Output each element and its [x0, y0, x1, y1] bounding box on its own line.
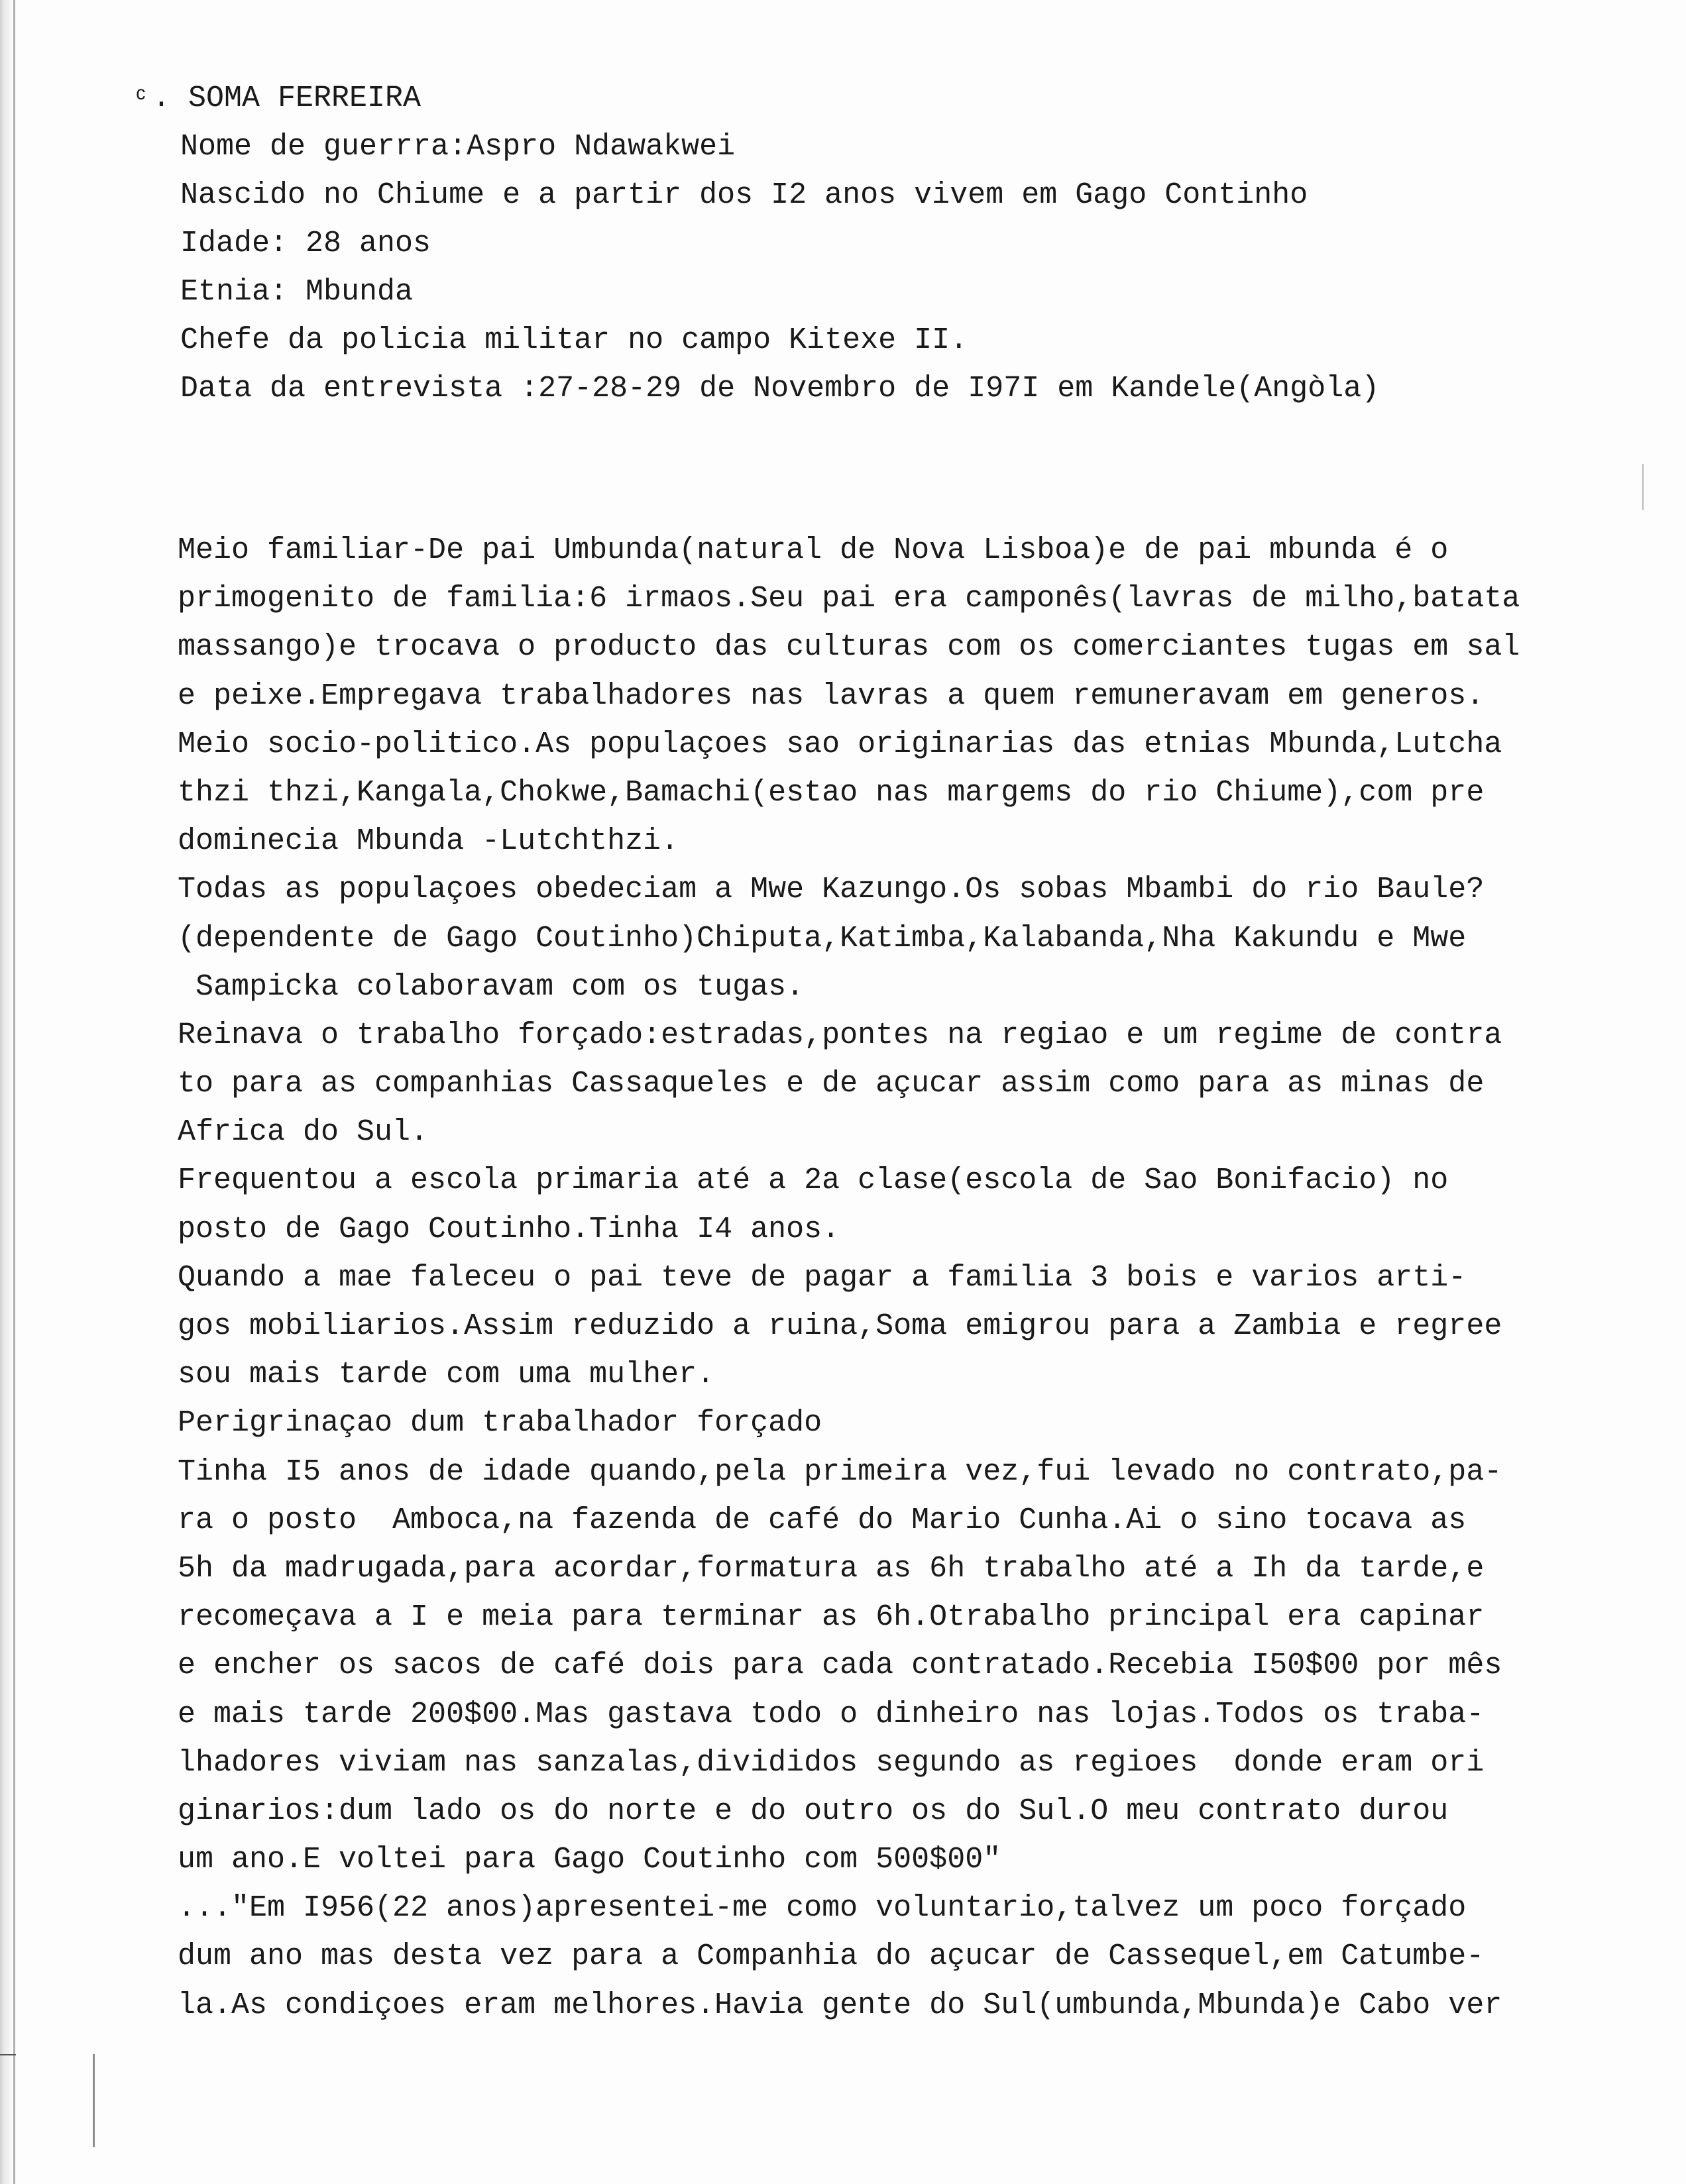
text-line: e encher os sacos de café dois para cada contratado.Recebia I50$00 por mês: [178, 1649, 1502, 1683]
interviewee-name: . SOMA FERREIRA: [152, 82, 422, 115]
scan-edge-line: [13, 0, 15, 2184]
text-line: (dependente de Gago Coutinho)Chiputa,Katimba,Kalabanda,Nha Kakundu e Mwe: [178, 921, 1467, 956]
handwritten-corner-mark: ᶜ: [133, 83, 150, 115]
scan-edge-tick: [0, 2054, 16, 2055]
text-line: Perigrinaçao dum trabalhador forçado: [178, 1406, 822, 1441]
text-line: gos mobiliarios.Assim reduzido a ruina,Soma emigrou para a Zambia e regree: [178, 1309, 1502, 1343]
header-line: Nome de guerrra:Aspro Ndawakwei: [180, 130, 736, 164]
interviewee-header: [152, 74, 1637, 413]
text-line: ra o posto Amboca,na fazenda de café do Mario Cunha.Ai o sino tocava as: [178, 1503, 1467, 1537]
text-line: posto de Gago Coutinho.Tinha I4 anos.: [178, 1212, 840, 1246]
text-line: ..."Em I956(22 anos)apresentei-me como voluntario,talvez um poco forçado: [178, 1891, 1467, 1926]
text-line: Frequentou a escola primaria até a 2a clase(escola de Sao Bonifacio) no: [178, 1164, 1449, 1198]
interview-body-text: [178, 526, 1649, 2030]
scan-edge-shadow: [0, 0, 12, 2184]
text-line: Meio socio-politico.As populaçoes sao originarias das etnias Mbunda,Lutcha: [178, 727, 1502, 761]
header-line: Idade: 28 anos: [180, 227, 431, 260]
text-line: lhadores viviam nas sanzalas,divididos segundo as regioes donde eram ori: [178, 1745, 1485, 1780]
text-line: um ano.E voltei para Gago Coutinho com 500$00": [178, 1843, 1001, 1877]
text-line: e mais tarde 200$00.Mas gastava todo o dinheiro nas lojas.Todos os traba-: [178, 1697, 1485, 1731]
scan-artifact-mark: [1642, 464, 1644, 510]
text-line: to para as companhias Cassaqueles e de açucar assim como para as minas de: [178, 1067, 1485, 1101]
text-line: e peixe.Empregava trabalhadores nas lavras a quem remuneravam em generos.: [178, 679, 1485, 713]
text-line: dominecia Mbunda -Lutchthzi.: [178, 824, 679, 859]
text-line: Todas as populaçoes obedeciam a Mwe Kazungo.Os sobas Mbambi do rio Baule?: [178, 873, 1485, 907]
text-line: primogenito de familia:6 irmaos.Seu pai era camponês(lavras de milho,batata: [178, 582, 1520, 616]
text-line: ginarios:dum lado os do norte e do outro os do Sul.O meu contrato durou: [178, 1794, 1449, 1828]
text-line: Reinava o trabalho forçado:estradas,pontes na regiao e um regime de contra: [178, 1018, 1502, 1052]
text-line: thzi thzi,Kangala,Chokwe,Bamachi(estao nas margems do rio Chiume),com pre: [178, 775, 1485, 810]
header-line: Chefe da policia militar no campo Kitexe II.: [180, 323, 968, 357]
text-line: Sampicka colaboravam com os tugas.: [178, 969, 805, 1004]
text-line: dum ano mas desta vez para a Companhia do açucar de Cassequel,em Catumbe-: [178, 1939, 1485, 1974]
text-line: sou mais tarde com uma mulher.: [178, 1358, 715, 1392]
text-line: Meio familiar-De pai Umbunda(natural de Nova Lisboa)e de pai mbunda é o: [178, 533, 1449, 567]
header-line: Nascido no Chiume e a partir dos I2 anos vivem em Gago Continho: [180, 178, 1308, 212]
text-line: la.As condiçoes eram melhores.Havia gente do Sul(umbunda,Mbunda)e Cabo ver: [178, 1988, 1502, 2022]
header-line: Etnia: Mbunda: [180, 275, 414, 309]
text-line: Tinha I5 anos de idade quando,pela primeira vez,fui levado no contrato,pa-: [178, 1454, 1502, 1489]
text-line: 5h da madrugada,para acordar,formatura as 6h trabalho até a Ih da tarde,e: [178, 1551, 1485, 1586]
text-line: massango)e trocava o producto das culturas com os comerciantes tugas em sal: [178, 630, 1520, 665]
text-line: Quando a mae faleceu o pai teve de pagar a familia 3 bois e varios arti-: [178, 1260, 1467, 1295]
text-line: Africa do Sul.: [178, 1115, 429, 1150]
scan-artifact-mark: [93, 2054, 95, 2147]
header-line: Data da entrevista :27-28-29 de Novembro de I97I em Kandele(Angòla): [180, 372, 1380, 406]
text-line: recomeçava a I e meia para terminar as 6h.Otrabalho principal era capinar: [178, 1600, 1485, 1635]
